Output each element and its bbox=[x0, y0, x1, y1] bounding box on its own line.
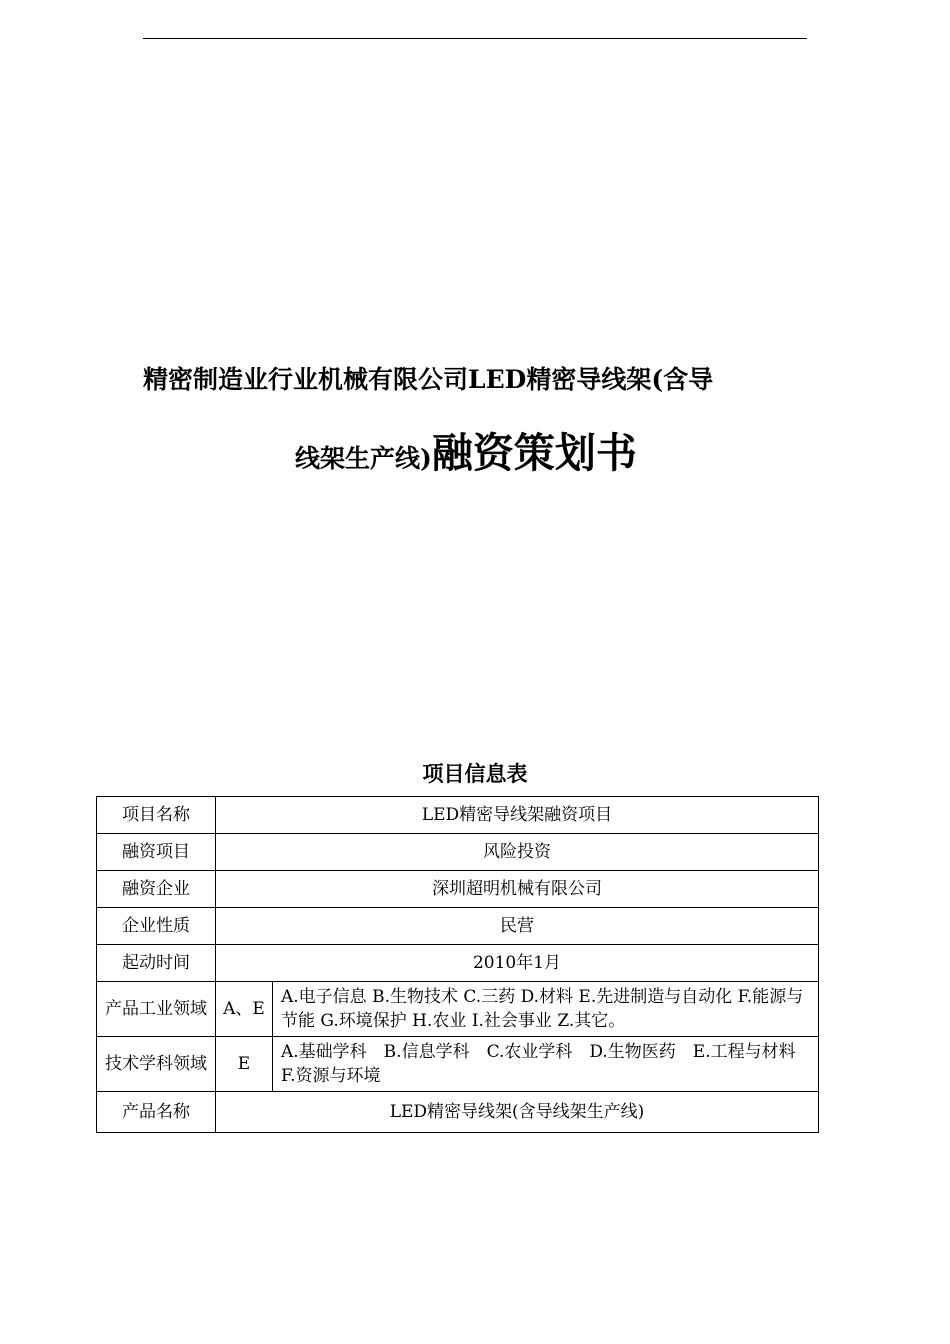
row-value: 2010年1月 bbox=[216, 945, 819, 982]
table-row bbox=[97, 945, 819, 982]
row-label: 融资项目 bbox=[97, 834, 216, 871]
row-label: 融资企业 bbox=[97, 871, 216, 908]
table-row-product bbox=[97, 1092, 819, 1133]
table-row bbox=[97, 797, 819, 834]
table-row-discipline bbox=[97, 1037, 819, 1092]
discipline-code: E bbox=[216, 1037, 273, 1092]
row-label: 项目名称 bbox=[97, 797, 216, 834]
discipline-label: 技术学科领域 bbox=[97, 1037, 216, 1092]
product-value: LED精密导线架(含导线架生产线) bbox=[216, 1092, 819, 1133]
table-row bbox=[97, 871, 819, 908]
industry-label: 产品工业领域 bbox=[97, 982, 216, 1037]
table-row bbox=[97, 908, 819, 945]
industry-code: A、E bbox=[216, 982, 273, 1037]
document-title-line2 bbox=[295, 420, 637, 479]
row-value: 深圳超明机械有限公司 bbox=[216, 871, 819, 908]
industry-options: A.电子信息 B.生物技术 C.三药 D.材料 E.先进制造与自动化 F.能源与节能 G.环境保护 H.农业 I.社会事业 Z.其它。 bbox=[273, 982, 819, 1037]
table-row bbox=[97, 834, 819, 871]
product-label: 产品名称 bbox=[97, 1092, 216, 1133]
row-value: 民营 bbox=[216, 908, 819, 945]
document-title-part: 线架生产线) bbox=[295, 444, 432, 473]
row-label: 企业性质 bbox=[97, 908, 216, 945]
document-title-main: 融资策划书 bbox=[431, 429, 637, 477]
project-info-table bbox=[96, 796, 819, 1133]
table-row-industry bbox=[97, 982, 819, 1037]
row-value: 风险投资 bbox=[216, 834, 819, 871]
table-caption: 项目信息表 bbox=[422, 761, 528, 786]
row-value: LED精密导线架融资项目 bbox=[216, 797, 819, 834]
discipline-options: A.基础学科 B.信息学科 C.农业学科 D.生物医药 E.工程与材料 F.资源与环境 bbox=[273, 1037, 819, 1092]
row-label: 起动时间 bbox=[97, 945, 216, 982]
document-title-line1: 精密制造业行业机械有限公司LED精密导线架(含导 bbox=[143, 365, 714, 394]
header-rule bbox=[143, 38, 807, 39]
